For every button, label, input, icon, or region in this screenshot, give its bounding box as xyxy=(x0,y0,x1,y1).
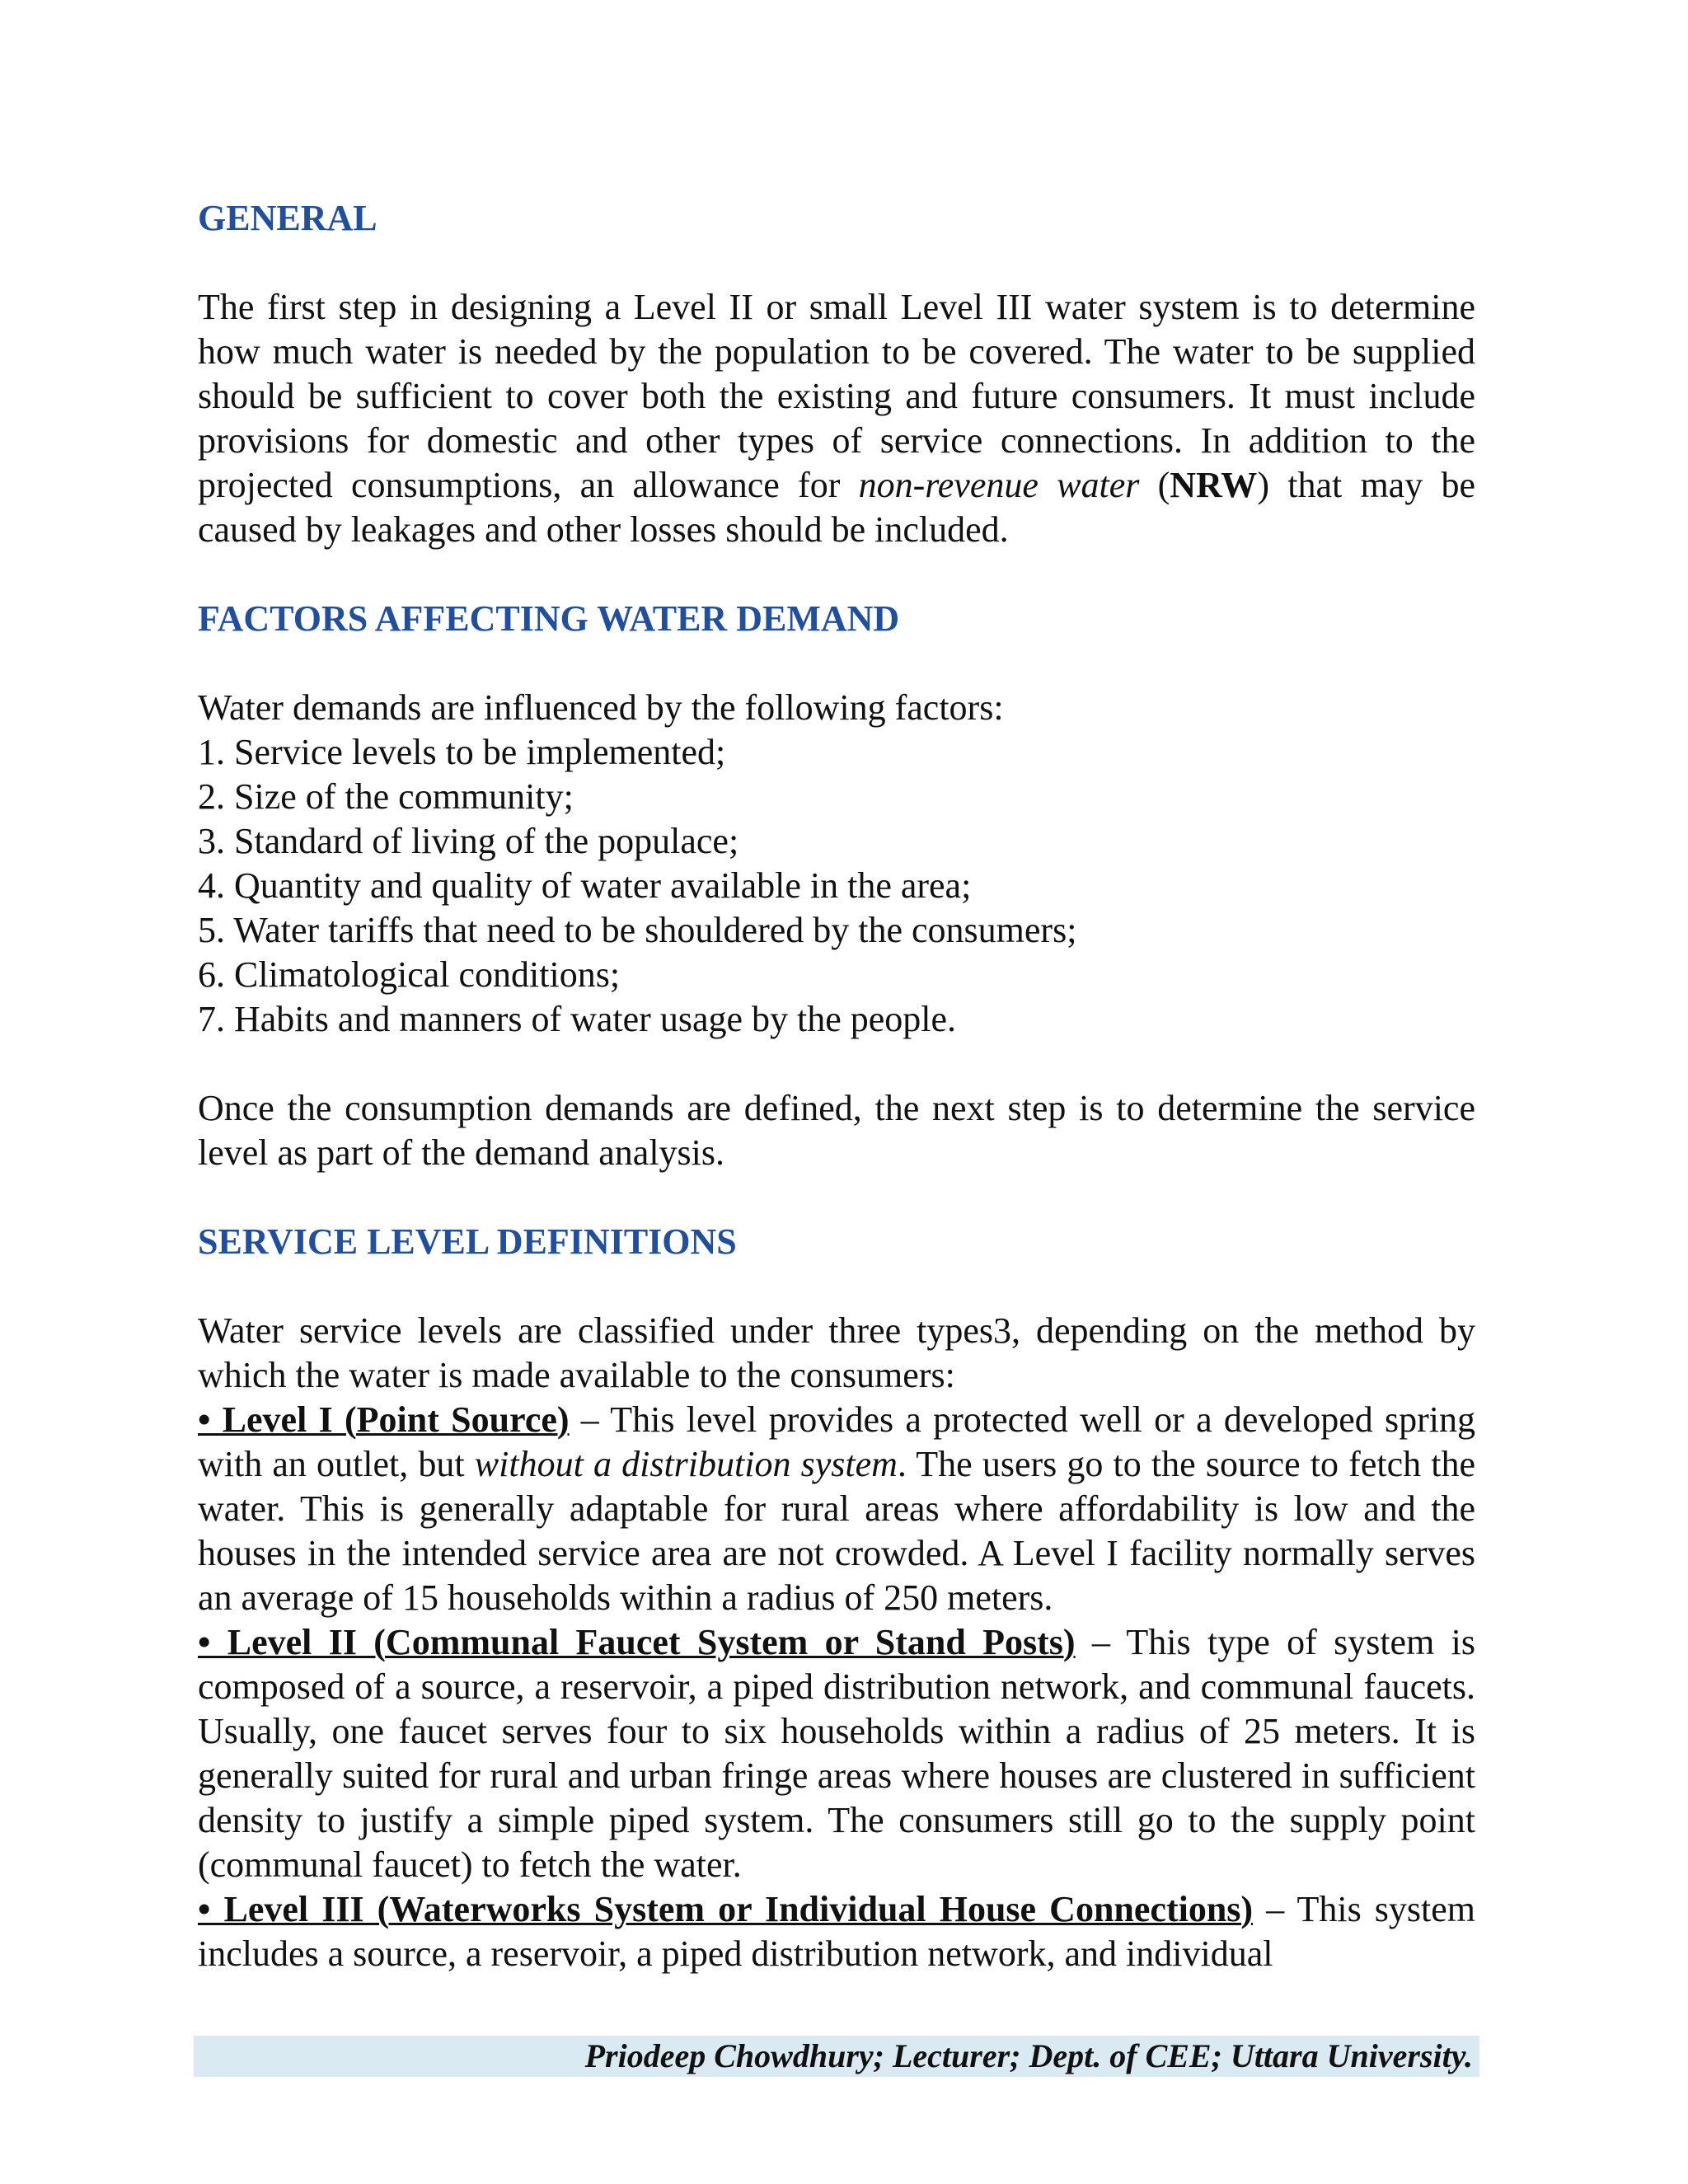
heading-service-levels: SERVICE LEVEL DEFINITIONS xyxy=(198,1221,737,1262)
list-item: 5. Water tariffs that need to be shouldered by the consumers; xyxy=(198,910,1077,950)
heading-factors: FACTORS AFFECTING WATER DEMAND xyxy=(198,598,900,639)
list-item: 4. Quantity and quality of water available in the area; xyxy=(198,865,972,906)
list-item: 1. Service levels to be implemented; xyxy=(198,732,726,772)
footer-author: Priodeep Chowdhury; Lecturer; Dept. of CEE; Uttara University. xyxy=(584,2037,1473,2074)
list-item: 7. Habits and manners of water usage by the people. xyxy=(198,999,957,1039)
service-levels-intro: Water service levels are classified under three types3, depending on the method by which the water is made available to the consumers: xyxy=(198,1310,1475,1395)
page-content xyxy=(198,196,1475,1976)
factors-intro: Water demands are influenced by the following factors: xyxy=(198,687,1004,728)
level-2-paragraph: • Level II (Communal Faucet System or Stand Posts) – This type of system is composed of a source, a reservoir, a piped distribution network, and communal faucets. Usually, one faucet serves four to six households within a radius of 25 meters. It is generally suited for rural and urban fringe areas where houses are clustered in sufficient density to justify a simple piped system. The consumers still go to the supply point (communal faucet) to fetch the water. xyxy=(198,1622,1475,1885)
level-2-title: • Level II (Communal Faucet System or Stand Posts) xyxy=(198,1622,1076,1662)
strong-nrw: NRW xyxy=(1170,465,1258,505)
emphasis-nrw: non-revenue water xyxy=(858,465,1140,505)
list-item: 6. Climatological conditions; xyxy=(198,954,621,995)
level-1-emphasis: without a distribution system xyxy=(474,1444,898,1484)
level-3-title: • Level III (Waterworks System or Individual House Connections) xyxy=(198,1889,1254,1929)
factors-closing: Once the consumption demands are defined, the next step is to determine the service level as part of the demand analysis. xyxy=(198,1088,1475,1173)
page-footer xyxy=(194,2036,1479,2077)
level-1-title: • Level I (Point Source) xyxy=(198,1399,570,1440)
paragraph-general: The first step in designing a Level II or small Level III water system is to determine how much water is needed by the population to be covered. The water to be supplied should be sufficient to cover both the existing and future consumers. It must include provisions for domestic and other types of service connections. In addition to the projected consumptions, an allowance for non-revenue water (NRW) that may be caused by leakages and other losses should be included. xyxy=(198,287,1476,550)
heading-general: GENERAL xyxy=(198,198,377,238)
factors-list xyxy=(198,730,1475,1042)
level-1-paragraph: • Level I (Point Source) – This level provides a protected well or a developed spring with an outlet, but without a distribution system. The users go to the source to fetch the water. This is generally adaptable for rural areas where affordability is low and the houses in the intended service area are not crowded. A Level I facility normally serves an average of 15 households within a radius of 250 meters. xyxy=(198,1399,1476,1618)
list-item: 2. Size of the community; xyxy=(198,776,574,817)
list-item: 3. Standard of living of the populace; xyxy=(198,821,739,861)
level-3-paragraph: • Level III (Waterworks System or Individual House Connections) – This system includes a source, a reservoir, a piped distribution network, and individual xyxy=(198,1889,1476,1974)
